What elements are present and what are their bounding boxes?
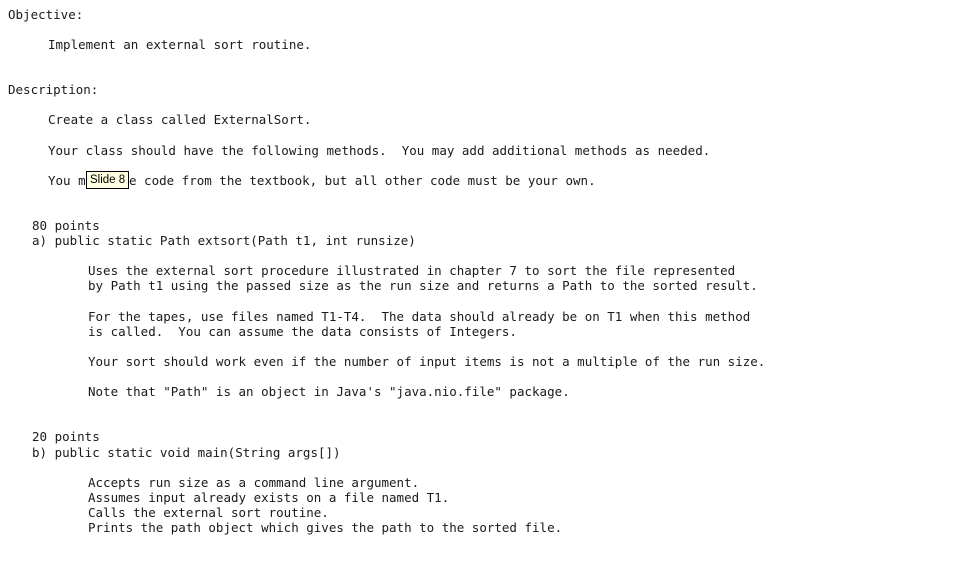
method-b-signature: b) public static void main(String args[]) <box>32 445 341 460</box>
method-b-line: Calls the external sort routine. <box>88 505 329 520</box>
slide-tooltip: Slide 8 <box>86 171 129 189</box>
description-line-end: e code from the textbook, but all other code must be your own. <box>129 173 596 188</box>
method-a-line: Uses the external sort procedure illustrated in chapter 7 to sort the file represented <box>88 263 736 278</box>
description-heading: Description: <box>8 82 99 97</box>
method-a-line: Your sort should work even if the number of input items is not a multiple of the run size. <box>88 354 766 369</box>
method-b-line: Assumes input already exists on a file named T1. <box>88 490 450 505</box>
method-a-signature: a) public static Path extsort(Path t1, int runsize) <box>32 233 416 248</box>
method-a-line: is called. You can assume the data consists of Integers. <box>88 324 517 339</box>
method-b-line: Prints the path object which gives the path to the sorted file. <box>88 520 563 535</box>
method-b-points: 20 points <box>32 429 100 444</box>
objective-heading: Objective: <box>8 7 84 22</box>
description-line: Create a class called ExternalSort. <box>48 112 312 127</box>
method-a-line: For the tapes, use files named T1-T4. The data should already be on T1 when this method <box>88 309 751 324</box>
description-line: Your class should have the following methods. You may add additional methods as needed. <box>48 143 711 158</box>
description-line-start: You m <box>48 173 86 188</box>
method-a-points: 80 points <box>32 218 100 233</box>
method-a-line: by Path t1 using the passed size as the run size and returns a Path to the sorted result. <box>88 278 758 293</box>
method-b-line: Accepts run size as a command line argument. <box>88 475 420 490</box>
objective-text: Implement an external sort routine. <box>48 37 312 52</box>
method-a-line: Note that "Path" is an object in Java's "java.nio.file" package. <box>88 384 570 399</box>
